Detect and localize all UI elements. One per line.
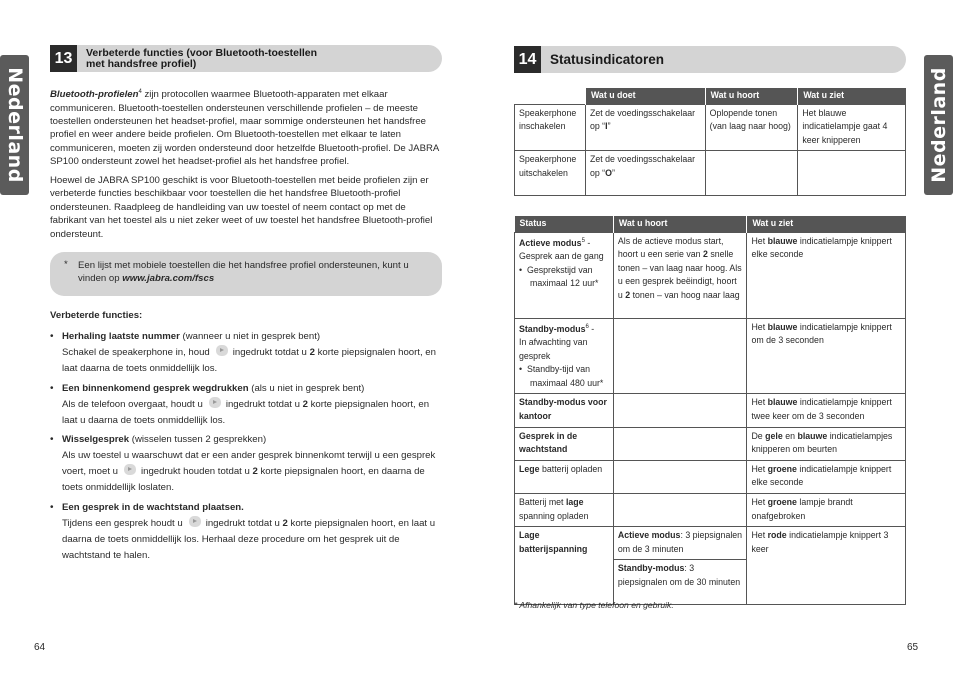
hear-cell bbox=[613, 427, 747, 460]
see-text-end: indicatielampje knippert om de 3 seconden bbox=[751, 321, 892, 346]
see-cell bbox=[747, 427, 906, 460]
feature-instruction-end: korte piepsignalen hoort, en laat u daarna de toets onmiddellijk los. bbox=[62, 399, 430, 426]
hear-text-end: tonen – van hoog naar laag bbox=[630, 289, 740, 300]
see-text-end: indicatielampjes knipperen om beurten bbox=[751, 430, 893, 455]
table-header-row bbox=[515, 88, 906, 104]
see-text-end: lampje brandt onafgebroken bbox=[751, 497, 853, 521]
see-text: Het bbox=[751, 235, 768, 246]
section-14-header bbox=[514, 46, 906, 73]
led-color: groene bbox=[767, 463, 797, 474]
section-title: Verbeterde functies (voor Bluetooth-toestellen met handsfree profiel) bbox=[86, 46, 318, 70]
row-see: Het blauwe indicatielampje gaat 4 keer knipperen bbox=[798, 104, 906, 151]
see-text-end: indicatielampje knippert twee keer om de 3 seconden bbox=[751, 397, 892, 422]
compatibility-paragraph: Hoewel de JABRA SP100 geschikt is voor Bluetooth-toestellen met beide profielen zijn er verbeterde functies beschikbaar voor toestellen die het handsfree Bluetooth-profiel ondersteunen. Raadpleeg de handleiding van uw toestel of neem contact op met de fabrikant van het toestel als u niet zeker weet of uw toestel het handsfree Bluetooth-profiel ondersteunt. bbox=[50, 175, 433, 240]
profiles-term: Bluetooth-profielen bbox=[50, 89, 139, 101]
table-row bbox=[515, 460, 906, 493]
tone-count: 2 bbox=[702, 249, 708, 260]
beep-count: 2 bbox=[302, 399, 308, 410]
row-hear: Oplopende tonen (van laag naar hoog) bbox=[705, 104, 798, 151]
hear-mode: Standby-modus bbox=[617, 563, 685, 574]
see-cell bbox=[747, 494, 906, 527]
footnote-marker: 6 bbox=[585, 323, 589, 330]
hear-cell bbox=[613, 232, 747, 318]
row-hear bbox=[705, 151, 798, 196]
feature-call-waiting bbox=[50, 432, 442, 496]
power-table bbox=[514, 88, 906, 196]
feature-qualifier: (wisselen tussen 2 gesprekken) bbox=[129, 434, 267, 445]
feature-instruction: Schakel de speakerphone in, houd bbox=[62, 347, 210, 358]
status-cell bbox=[515, 318, 614, 394]
status-cell bbox=[515, 232, 614, 318]
status-title: Standby-modus bbox=[519, 323, 586, 334]
section-title: Statusindicatoren bbox=[550, 52, 665, 67]
power-off-symbol: O bbox=[605, 167, 612, 178]
status-suffix: - bbox=[584, 237, 591, 248]
led-color: blauwe bbox=[767, 321, 798, 332]
status-title-post: spanning opladen bbox=[519, 510, 589, 521]
led-color: gele bbox=[765, 430, 783, 441]
see-cell bbox=[747, 394, 906, 427]
feature-last-number-redial bbox=[50, 329, 442, 377]
status-suffix: - bbox=[588, 323, 595, 334]
feature-instruction: Als uw toestel u waarschuwt dat er een ander gesprek binnenkomt terwijl u een gesprek voert, moet u bbox=[62, 450, 436, 477]
status-title-bold: lage bbox=[565, 497, 584, 508]
bullet: • bbox=[50, 434, 54, 445]
table-header-cell: Wat u ziet bbox=[798, 88, 906, 104]
hear-text: : 3 piepsignalen om de 30 minuten bbox=[617, 563, 741, 588]
see-text-end: indicatielampje knippert elke seconde bbox=[751, 235, 892, 260]
table-header-cell bbox=[515, 88, 586, 104]
hear-cell bbox=[613, 494, 747, 527]
status-cell bbox=[515, 427, 614, 460]
see-text: Het bbox=[751, 497, 768, 508]
multifunction-button-icon bbox=[188, 516, 202, 527]
see-text: Het bbox=[751, 530, 768, 541]
beep-count: 2 bbox=[282, 518, 288, 529]
feature-title: Een binnenkomend gesprek wegdrukken bbox=[62, 383, 249, 394]
status-cell bbox=[515, 460, 614, 493]
bullet: • bbox=[519, 364, 523, 375]
row-action bbox=[585, 151, 705, 196]
hear-cell bbox=[613, 318, 747, 394]
see-text: Het bbox=[751, 397, 768, 408]
section-number: 14 bbox=[514, 46, 541, 73]
multifunction-button-icon bbox=[215, 345, 229, 356]
feature-title: Wisselgesprek bbox=[62, 434, 130, 445]
note-asterisk: * bbox=[64, 259, 68, 270]
feature-instruction-end: korte piepsignalen hoort, en daarna de toets onmiddellijk loslaten. bbox=[62, 466, 425, 493]
side-tab-label: Nederland bbox=[927, 67, 950, 183]
table-footnote: * Afhankelijk van type telefoon en gebruik. bbox=[514, 600, 674, 610]
side-tab-left bbox=[0, 55, 29, 195]
hear-cell bbox=[613, 460, 747, 493]
action-text: Zet de voedingsschakelaar op “ bbox=[589, 107, 696, 132]
status-bullet-text: Standby-tijd van maximaal 480 uur* bbox=[526, 364, 604, 388]
hear-mode: Actieve modus bbox=[617, 530, 681, 541]
note-box bbox=[50, 252, 442, 296]
see-text-mid: en bbox=[782, 430, 798, 441]
see-cell bbox=[747, 527, 906, 605]
feature-instruction: Tijdens een gesprek houdt u bbox=[62, 518, 183, 529]
power-on-symbol: I bbox=[605, 121, 608, 132]
feature-title: Een gesprek in de wachtstand plaatsen. bbox=[62, 502, 244, 513]
section-13-header bbox=[50, 45, 442, 72]
led-color: groene bbox=[767, 497, 797, 508]
action-quote: ” bbox=[611, 167, 615, 178]
table-header-row bbox=[515, 216, 906, 232]
status-title: Gesprek in de wachtstand bbox=[519, 430, 578, 455]
footnote-marker: 4 bbox=[138, 89, 142, 95]
note-text bbox=[78, 259, 430, 286]
multifunction-button-icon bbox=[123, 464, 137, 475]
feature-qualifier: (wanneer u niet in gesprek bent) bbox=[179, 331, 321, 342]
feature-instruction-mid: ingedrukt totdat u bbox=[232, 347, 310, 358]
table-header-cell: Wat u hoort bbox=[613, 216, 747, 232]
led-color: blauwe bbox=[767, 235, 798, 246]
footnote-marker: 5 bbox=[581, 237, 585, 244]
bullet: • bbox=[50, 383, 54, 394]
led-color: blauwe bbox=[797, 430, 828, 441]
table-header-cell: Wat u ziet bbox=[747, 216, 906, 232]
bullet: • bbox=[50, 502, 54, 513]
page-number-left: 64 bbox=[34, 642, 46, 653]
see-text: De bbox=[751, 430, 766, 441]
action-text: Zet de voedingsschakelaar op “ bbox=[589, 154, 696, 178]
feature-call-hold bbox=[50, 500, 442, 564]
hear-text: : 3 piepsignalen om de 3 minuten bbox=[617, 530, 743, 554]
hear-text-mid: snelle tonen – van laag naar hoog. Als u een gesprek beëindigt, hoort u bbox=[617, 249, 742, 300]
row-see bbox=[798, 151, 906, 196]
status-cell bbox=[515, 527, 614, 605]
status-desc: In afwachting van gesprek bbox=[519, 337, 588, 361]
row-label: Speakerphone inschakelen bbox=[515, 104, 586, 151]
table-row bbox=[515, 527, 906, 560]
hear-text: Als de actieve modus start, hoort u een serie van bbox=[617, 235, 724, 260]
feature-instruction-end: korte piepsignalen hoort, en laat u daarna de toets onmiddellijk los. Herhaal deze procedure om het gesprek uit de wachtstand te halen. bbox=[62, 518, 436, 561]
see-cell bbox=[747, 232, 906, 318]
bullet: • bbox=[50, 331, 54, 342]
led-color: blauwe bbox=[767, 397, 798, 408]
note-text-body: Een lijst met mobiele toestellen die het handsfree profiel ondersteunen, kunt u vinden op bbox=[78, 260, 409, 285]
feature-instruction: Als de telefoon overgaat, houdt u bbox=[62, 399, 203, 410]
feature-instruction-end: korte piepsignalen hoort, en laat daarna de toets onmiddellijk los. bbox=[62, 347, 436, 374]
multifunction-button-icon bbox=[208, 397, 222, 408]
table-row bbox=[515, 318, 906, 394]
profiles-text: zijn protocollen waarmee Bluetooth-apparaten met elkaar communiceren. Bluetooth-toestellen ondersteunen verschillende profielen – de meeste toestellen ondersteunen het headset-profiel, maar sommige ondersteunen het handsfree profiel en weer andere beide profielen. Om Bluetooth-toestellen met elkaar te laten communiceren, moeten zij worden ondersteund door hetzelfde Bluetooth-profiel. De JABRA SP100 ondersteunt zowel het headset-profiel als het handsfree profiel. bbox=[50, 89, 439, 168]
table-header-cell: Wat u doet bbox=[585, 88, 705, 104]
table-row bbox=[515, 104, 906, 151]
feature-reject-call bbox=[50, 381, 442, 429]
table-row bbox=[515, 232, 906, 318]
hear-cell bbox=[613, 394, 747, 427]
status-cell bbox=[515, 394, 614, 427]
feature-qualifier: (als u niet in gesprek bent) bbox=[248, 383, 365, 394]
led-color: rode bbox=[767, 530, 787, 541]
table-header-cell: Status bbox=[515, 216, 614, 232]
bullet: • bbox=[519, 264, 523, 275]
section-number: 13 bbox=[50, 45, 77, 72]
profiles-paragraph bbox=[50, 86, 442, 169]
feature-title: Herhaling laatste nummer bbox=[62, 331, 180, 342]
table-row bbox=[515, 394, 906, 427]
see-text: Het bbox=[751, 321, 768, 332]
row-action bbox=[585, 104, 705, 151]
status-desc: Gesprek aan de gang bbox=[519, 251, 604, 262]
page-number-right: 65 bbox=[907, 642, 919, 653]
status-bullet-text: Gesprekstijd van maximaal 12 uur* bbox=[526, 264, 599, 289]
feature-instruction-mid: ingedrukt houden totdat u bbox=[141, 466, 253, 477]
status-title-pre: Batterij met bbox=[519, 497, 566, 508]
status-title: Lage batterijspanning bbox=[519, 530, 588, 554]
beep-count: 2 bbox=[309, 347, 315, 358]
hear-cell bbox=[613, 560, 747, 605]
tone-count: 2 bbox=[625, 289, 631, 300]
see-text: Het bbox=[751, 463, 768, 474]
see-cell bbox=[747, 318, 906, 394]
jabra-link[interactable]: www.jabra.com/fscs bbox=[122, 273, 215, 285]
side-tab-label: Nederland bbox=[3, 67, 26, 183]
features-label: Verbeterde functies: bbox=[50, 310, 143, 321]
see-text-end: indicatielampje knippert 3 keer bbox=[751, 530, 889, 554]
table-row bbox=[515, 494, 906, 527]
status-title-bold: Lege bbox=[519, 463, 540, 474]
action-quote: ” bbox=[607, 121, 611, 132]
feature-instruction-mid: ingedrukt totdat u bbox=[225, 399, 303, 410]
hear-cell bbox=[613, 527, 747, 560]
table-row bbox=[515, 151, 906, 196]
table-row bbox=[515, 427, 906, 460]
status-cell bbox=[515, 494, 614, 527]
status-title-rest: batterij opladen bbox=[539, 463, 603, 474]
status-title: Actieve modus bbox=[519, 237, 582, 248]
feature-instruction-mid: ingedrukt totdat u bbox=[205, 518, 283, 529]
status-table bbox=[514, 216, 906, 605]
see-text-end: indicatielampje knippert elke seconde bbox=[751, 463, 892, 488]
see-cell bbox=[747, 460, 906, 493]
side-tab-right bbox=[924, 55, 953, 195]
status-title: Standby-modus voor kantoor bbox=[519, 397, 607, 422]
row-label: Speakerphone uitschakelen bbox=[515, 151, 586, 196]
table-header-cell: Wat u hoort bbox=[705, 88, 798, 104]
beep-count: 2 bbox=[252, 466, 258, 477]
